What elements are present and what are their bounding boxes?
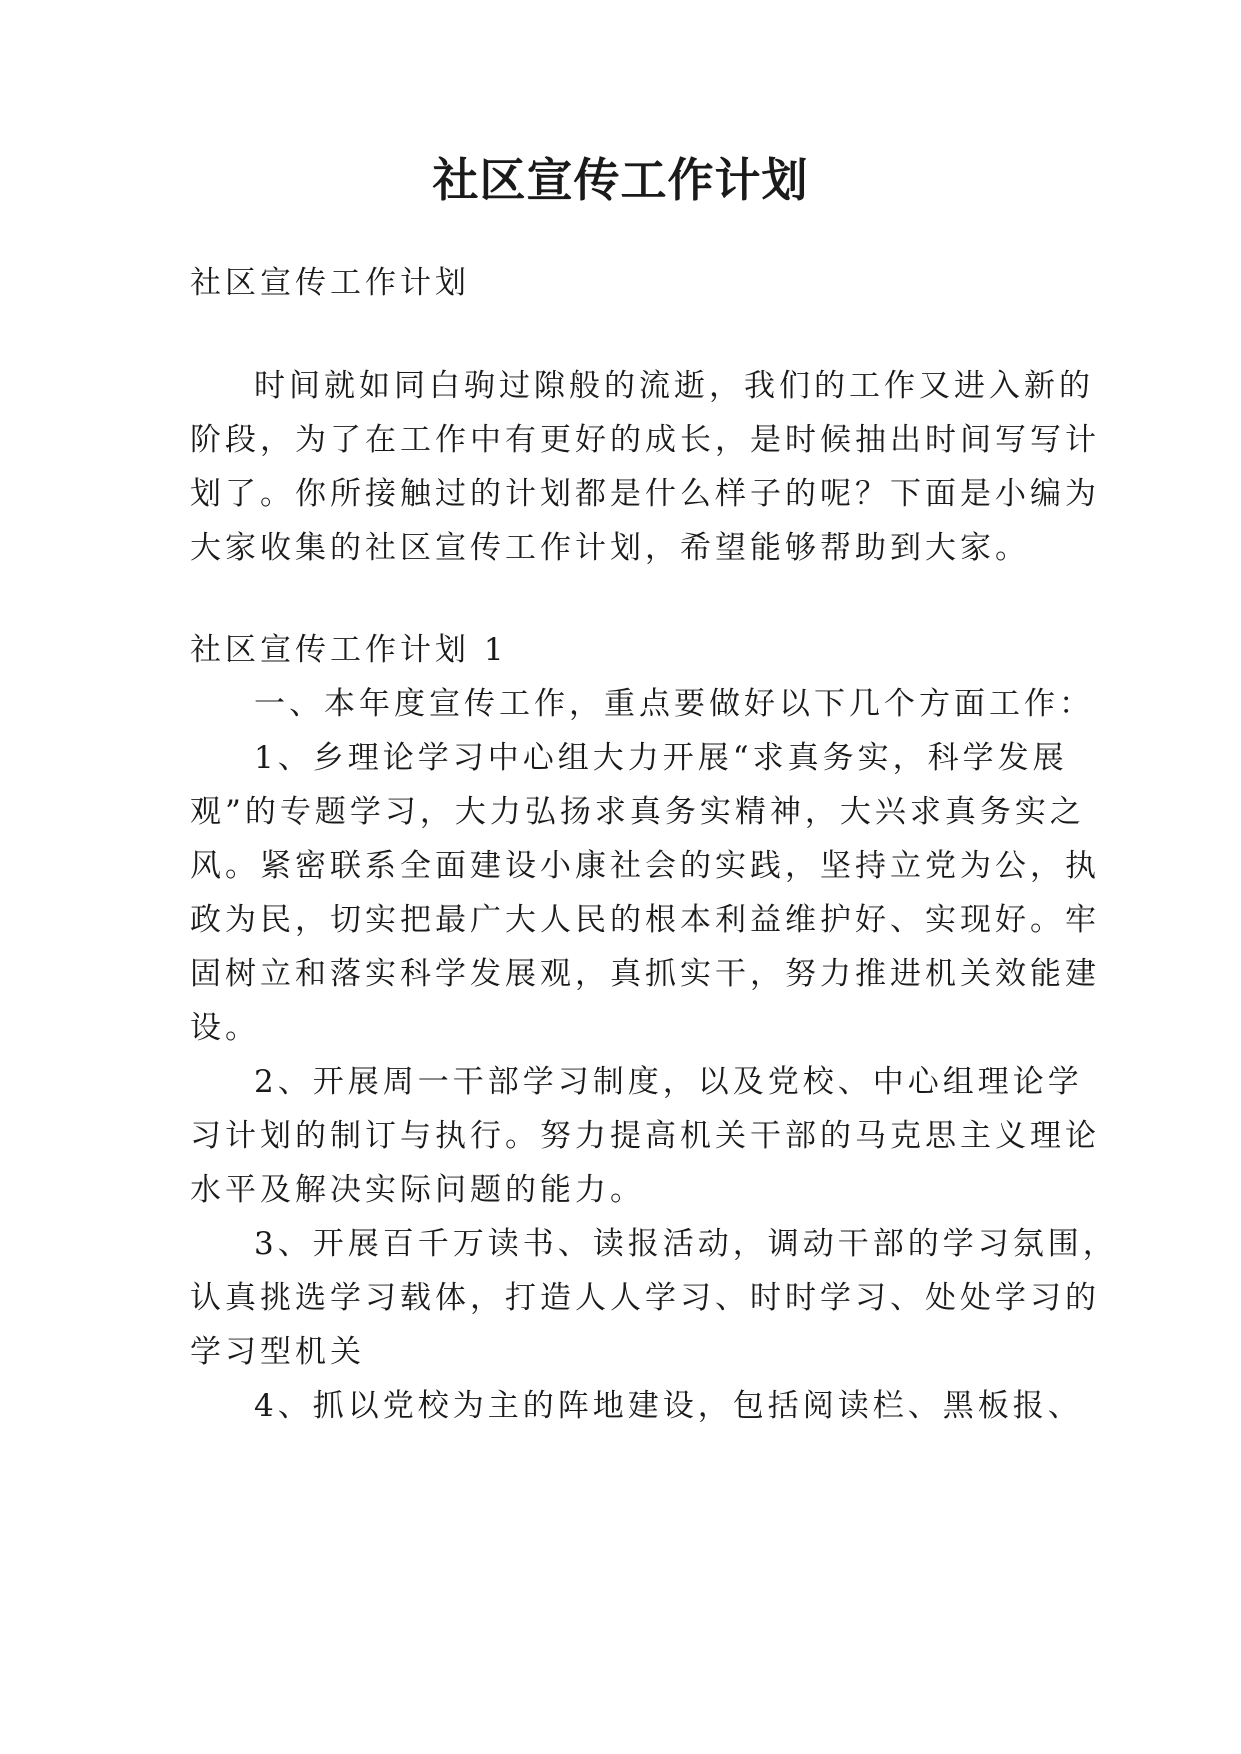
- item1-line-2: 观”的专题学习，大力弘扬求真务实精神，大兴求真务实之: [190, 794, 1085, 830]
- item2-line-3: 水平及解决实际问题的能力。: [190, 1172, 645, 1208]
- item3-line-2: 认真挑选学习载体，打造人人学习、时时学习、处处学习的: [190, 1280, 1100, 1316]
- item4-line-1: 4、抓以党校为主的阵地建设，包括阅读栏、黑板报、: [254, 1388, 1083, 1424]
- item-intro-line: 一、本年度宣传工作，重点要做好以下几个方面工作：: [254, 686, 1094, 722]
- item2-line-1: 2、开展周一干部学习制度，以及党校、中心组理论学: [254, 1064, 1083, 1100]
- item1-line-3: 风。紧密联系全面建设小康社会的实践，坚持立党为公，执: [190, 848, 1100, 884]
- intro-line-2: 阶段，为了在工作中有更好的成长，是时候抽出时间写写计: [190, 422, 1100, 458]
- intro-line-4: 大家收集的社区宣传工作计划，希望能够帮助到大家。: [190, 530, 1030, 566]
- item1-line-4: 政为民，切实把最广大人民的根本利益维护好、实现好。牢: [190, 902, 1100, 938]
- document-title: 社区宣传工作计划: [432, 153, 809, 207]
- item1-line-6: 设。: [190, 1010, 260, 1046]
- item3-line-1: 3、开展百千万读书、读报活动，调动干部的学习氛围，: [254, 1226, 1118, 1262]
- item1-line-1: 1、乡理论学习中心组大力开展“求真务实，科学发展: [254, 740, 1068, 776]
- item3-line-3: 学习型机关: [190, 1334, 365, 1370]
- intro-line-3: 划了。你所接触过的计划都是什么样子的呢？下面是小编为: [190, 476, 1100, 512]
- section-heading: 社区宣传工作计划 1: [190, 632, 508, 668]
- intro-line-1: 时间就如同白驹过隙般的流逝，我们的工作又进入新的: [254, 368, 1094, 404]
- document-subtitle: 社区宣传工作计划: [190, 265, 470, 301]
- item1-line-5: 固树立和落实科学发展观，真抓实干，努力推进机关效能建: [190, 956, 1100, 992]
- item2-line-2: 习计划的制订与执行。努力提高机关干部的马克思主义理论: [190, 1118, 1100, 1154]
